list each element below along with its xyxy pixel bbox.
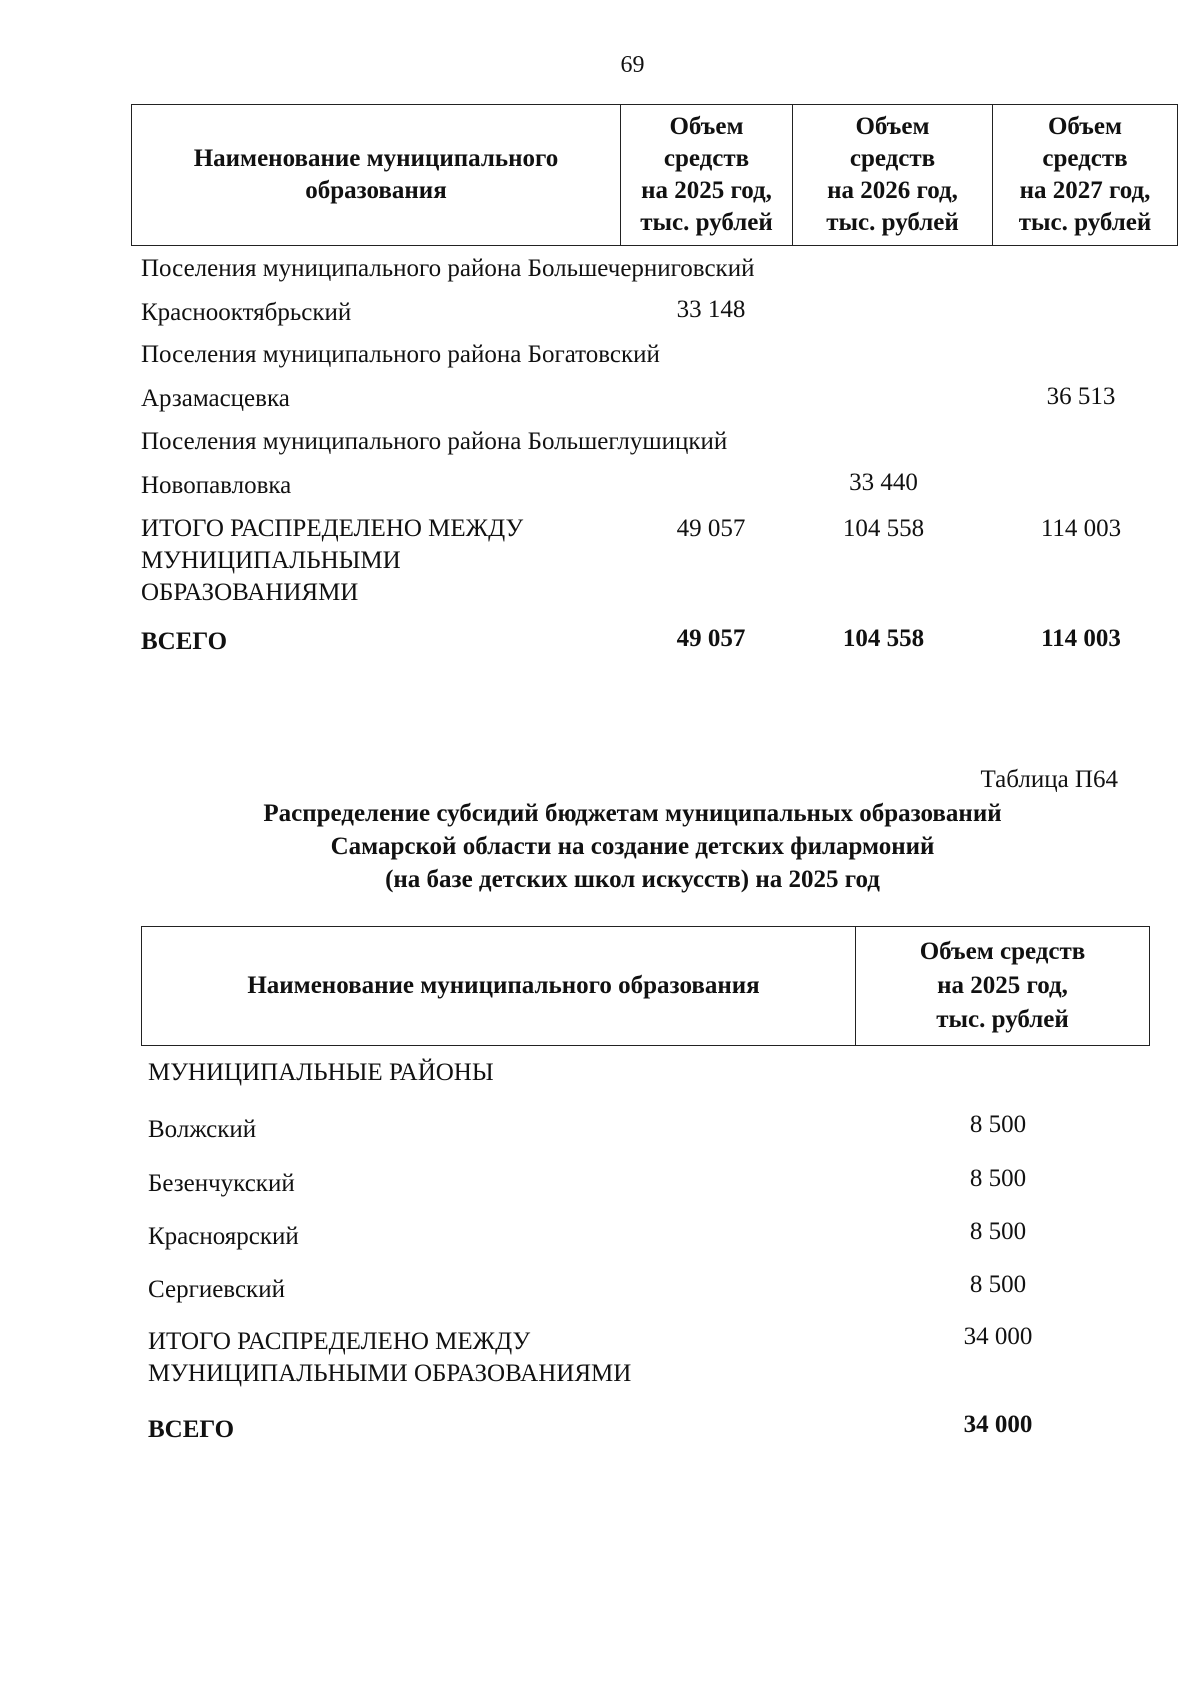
row-value: 8 500 [969, 1271, 1027, 1298]
row-value-2027: 36 513 [1046, 383, 1116, 410]
total-row [148, 1409, 1158, 1446]
table-row [141, 297, 1181, 339]
section-title: МУНИЦИПАЛЬНЫЕ РАЙОНЫ [148, 1059, 494, 1086]
total-label: ВСЕГО [148, 1416, 235, 1443]
total-value-2025: 49 057 [676, 625, 746, 652]
row-name: Волжский [148, 1116, 257, 1143]
table-label: Таблица П64 [980, 766, 1118, 793]
distributed-value-2026: 104 558 [842, 515, 925, 542]
row-value: 8 500 [969, 1111, 1027, 1138]
section-title: Поселения муниципального района Богатовский [141, 341, 660, 368]
table-row [148, 1109, 1158, 1163]
page-number: 69 [620, 52, 645, 78]
distributed-value: 34 000 [963, 1323, 1033, 1350]
table1-body [141, 253, 1181, 658]
row-name: Сергиевский [148, 1276, 285, 1303]
section-title: Поселения муниципального района Большеглушицкий [141, 428, 728, 455]
distributed-value-2027: 114 003 [1040, 515, 1122, 542]
total-label: ВСЕГО [141, 628, 228, 655]
table2-header-name: Наименование муниципального образования [247, 972, 760, 999]
table2-header [141, 926, 1150, 1046]
table1-header-2025: Объем средств на 2025 год, тыс. рублей [620, 105, 792, 245]
row-name: Безенчукский [148, 1170, 295, 1197]
total-value: 34 000 [963, 1411, 1033, 1438]
row-value-2026: 33 440 [849, 469, 918, 496]
table1-header-name: Наименование муниципального образования [193, 145, 559, 204]
table-row [141, 470, 1181, 513]
table-row [148, 1163, 1158, 1216]
distributed-label: ИТОГО РАСПРЕДЕЛЕНО МЕЖДУ МУНИЦИПАЛЬНЫМИ ОБРАЗОВАНИЯМИ [148, 1328, 632, 1387]
table2-header-2025: Объем средств на 2025 год, тыс. рублей [855, 927, 1149, 1045]
row-value: 8 500 [969, 1218, 1027, 1245]
total-value-2027: 114 003 [1041, 625, 1121, 652]
table-row [141, 383, 1181, 426]
distributed-row [141, 513, 1181, 626]
total-row [141, 626, 1181, 658]
table-title: Распределение субсидий бюджетам муниципальных образований Самарской области на создание детских филармоний (на базе детских школ искусств) на 2025 год [263, 800, 1002, 893]
row-name: Красноярский [148, 1223, 299, 1250]
row-name: Новопавловка [141, 472, 292, 499]
table1-header [131, 104, 1178, 246]
distributed-label: ИТОГО РАСПРЕДЕЛЕНО МЕЖДУ МУНИЦИПАЛЬНЫМИ ОБРАЗОВАНИЯМИ [141, 515, 524, 606]
row-name: Арзамасцевка [141, 385, 290, 412]
row-value-2025: 33 148 [676, 296, 746, 323]
row-name: Краснооктябрьский [141, 299, 352, 326]
distributed-row [148, 1321, 1158, 1409]
table-row [148, 1269, 1158, 1321]
distributed-value-2025: 49 057 [676, 515, 746, 542]
total-value-2026: 104 558 [842, 625, 925, 652]
table1-header-2027: Объем средств на 2027 год, тыс. рублей [992, 105, 1177, 245]
row-value: 8 500 [969, 1165, 1027, 1192]
section-title: Поселения муниципального района Большечерниговский [141, 255, 755, 282]
table2-body [148, 1057, 1158, 1446]
table1-header-2026: Объем средств на 2026 год, тыс. рублей [792, 105, 992, 245]
table-row [148, 1216, 1158, 1269]
